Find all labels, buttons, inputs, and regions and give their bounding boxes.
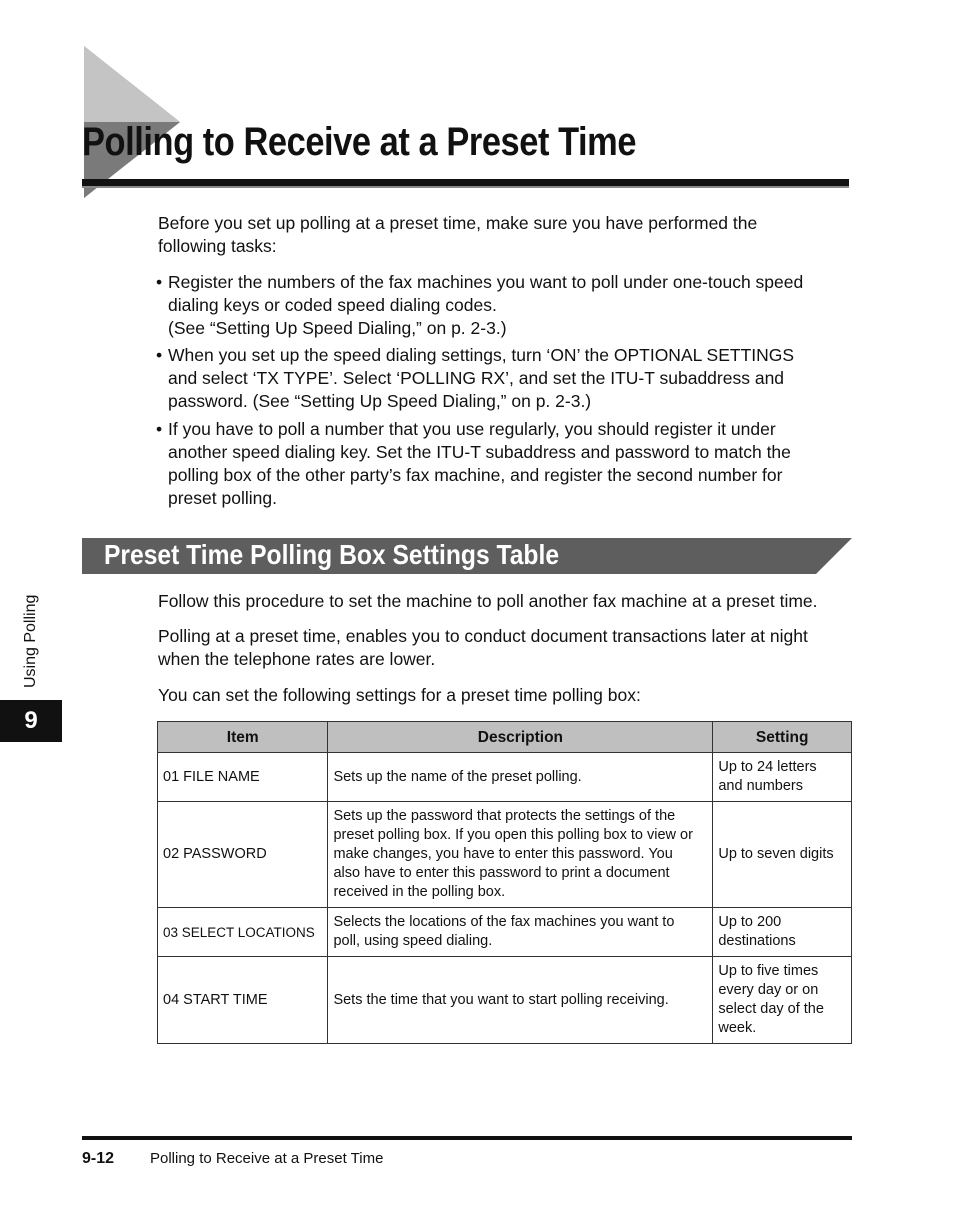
description-line: received in the polling box. bbox=[333, 884, 506, 900]
footer-rule bbox=[82, 1136, 852, 1140]
bullet-item bbox=[156, 344, 856, 413]
page-title: Polling to Receive at a Preset Time bbox=[82, 120, 637, 164]
item-cell: 03 SELECT LOCATIONS bbox=[158, 908, 328, 957]
bullet-line: password. (See “Setting Up Speed Dialing,” on p. 2-3.) bbox=[168, 391, 592, 411]
section-paragraph: You can set the following settings for a preset time polling box: bbox=[158, 685, 641, 705]
section-paragraph bbox=[158, 625, 858, 671]
page-number: 9-12 bbox=[82, 1150, 115, 1167]
bullet-line: (See “Setting Up Speed Dialing,” on p. 2-3.) bbox=[168, 318, 507, 338]
bullet-dot-icon: • bbox=[156, 345, 163, 365]
table-row bbox=[158, 802, 852, 908]
bullet-item bbox=[156, 418, 856, 510]
description-cell bbox=[328, 908, 713, 957]
intro-paragraph bbox=[158, 212, 858, 258]
title-rule-shadow bbox=[82, 186, 849, 188]
setting-line: and numbers bbox=[718, 778, 803, 794]
paragraph-line: when the telephone rates are lower. bbox=[158, 649, 436, 669]
column-header-item: Item bbox=[158, 722, 328, 753]
setting-cell bbox=[713, 753, 852, 802]
setting-cell bbox=[713, 957, 852, 1044]
item-cell: 02 PASSWORD bbox=[158, 802, 328, 908]
bullet-line: Register the numbers of the fax machines you want to poll under one-touch speed bbox=[168, 272, 804, 292]
bullet-line: If you have to poll a number that you use regularly, you should register it under bbox=[168, 419, 776, 439]
chapter-number-tab: 9 bbox=[0, 700, 62, 742]
intro-line: following tasks: bbox=[158, 236, 277, 256]
section-title: Preset Time Polling Box Settings Table bbox=[104, 539, 560, 570]
description-cell bbox=[328, 753, 713, 802]
description-line: preset polling box. If you open this polling box to view or bbox=[333, 827, 693, 843]
setting-line: Up to seven digits bbox=[718, 846, 834, 862]
footer-title: Polling to Receive at a Preset Time bbox=[150, 1150, 384, 1167]
bullet-line: polling box of the other party’s fax machine, and register the second number for bbox=[168, 465, 783, 485]
bullet-dot-icon: • bbox=[156, 272, 163, 292]
setting-line: week. bbox=[718, 1020, 757, 1036]
table-row bbox=[158, 957, 852, 1044]
settings-table bbox=[157, 721, 852, 1044]
description-line: make changes, you have to enter this password. You bbox=[333, 846, 673, 862]
paragraph-line: Polling at a preset time, enables you to conduct document transactions later at night bbox=[158, 626, 808, 646]
chapter-side-label: Using Polling bbox=[22, 594, 39, 688]
bullet-line: When you set up the speed dialing settings, turn ‘ON’ the OPTIONAL SETTINGS bbox=[168, 345, 795, 365]
setting-line: destinations bbox=[718, 933, 796, 949]
description-line: Sets up the password that protects the settings of the bbox=[333, 808, 676, 824]
bullet-line: and select ‘TX TYPE’. Select ‘POLLING RX’, and set the ITU-T subaddress and bbox=[168, 368, 785, 388]
column-header-description: Description bbox=[328, 722, 713, 753]
bullet-line: dialing keys or coded speed dialing codes. bbox=[168, 295, 497, 315]
description-line: also have to enter this password to print a document bbox=[333, 865, 670, 881]
bullet-line: preset polling. bbox=[168, 488, 277, 508]
bullet-line: another speed dialing key. Set the ITU-T subaddress and password to match the bbox=[168, 442, 791, 462]
setting-line: select day of the bbox=[718, 1001, 824, 1017]
item-cell: 01 FILE NAME bbox=[158, 753, 328, 802]
description-line: Selects the locations of the fax machines you want to bbox=[333, 914, 675, 930]
setting-line: Up to five times bbox=[718, 963, 819, 979]
table-row bbox=[158, 908, 852, 957]
table-row bbox=[158, 753, 852, 802]
title-rule bbox=[82, 179, 849, 186]
setting-cell bbox=[713, 908, 852, 957]
intro-line: Before you set up polling at a preset time, make sure you have performed the bbox=[158, 213, 758, 233]
bullet-item bbox=[156, 271, 856, 340]
description-line: poll, using speed dialing. bbox=[333, 933, 493, 949]
setting-line: every day or on bbox=[718, 982, 819, 998]
setting-line: Up to 200 bbox=[718, 914, 782, 930]
description-cell bbox=[328, 957, 713, 1044]
setting-line: Up to 24 letters bbox=[718, 759, 817, 775]
section-paragraph: Follow this procedure to set the machine to poll another fax machine at a preset time. bbox=[158, 591, 818, 611]
item-cell: 04 START TIME bbox=[158, 957, 328, 1044]
description-cell bbox=[328, 802, 713, 908]
bullet-dot-icon: • bbox=[156, 419, 163, 439]
column-header-setting: Setting bbox=[713, 722, 852, 753]
setting-cell bbox=[713, 802, 852, 908]
table-header-row bbox=[158, 722, 852, 753]
description-line: Sets up the name of the preset polling. bbox=[333, 768, 582, 785]
description-line: Sets the time that you want to start polling receiving. bbox=[333, 991, 669, 1008]
